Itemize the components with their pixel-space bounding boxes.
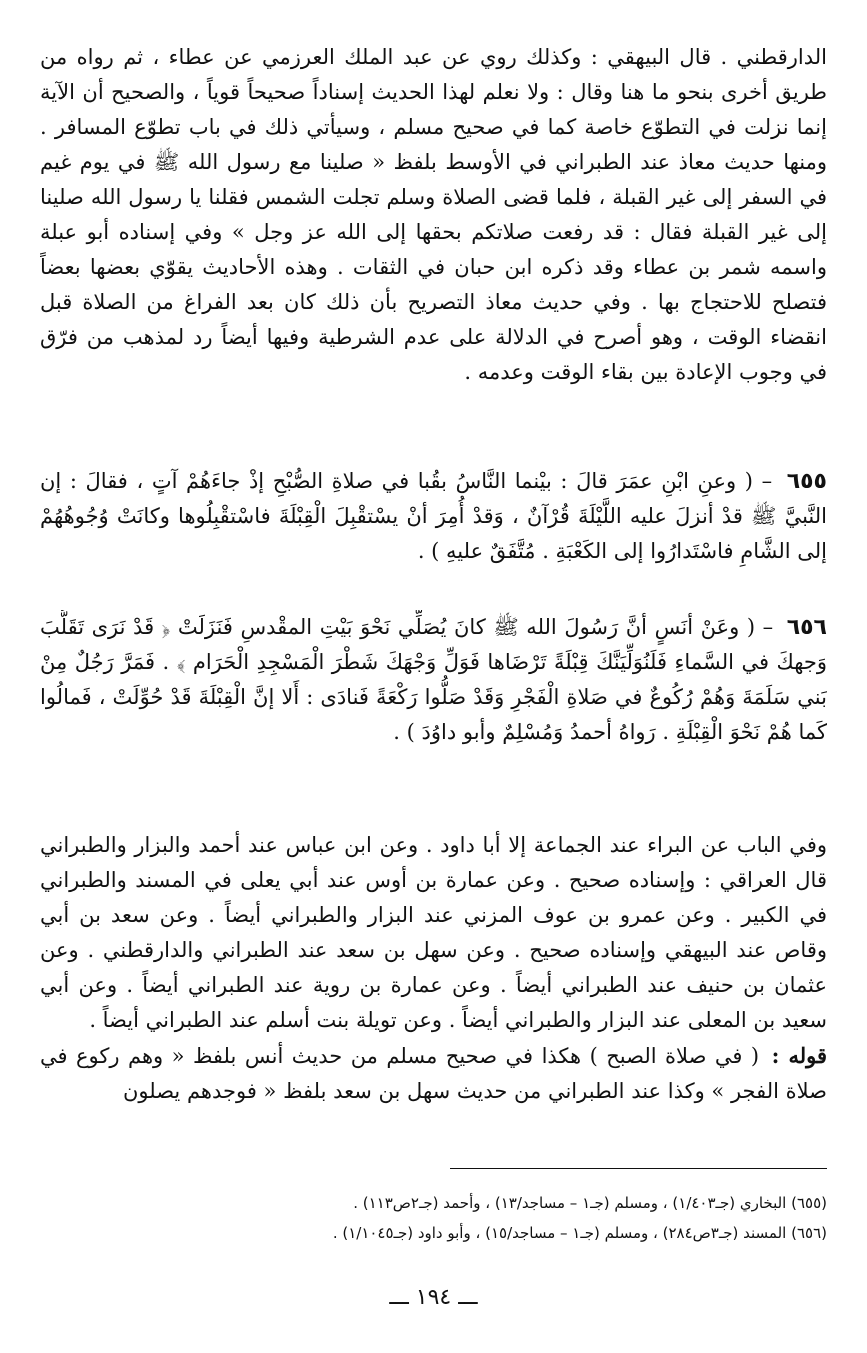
qawluhu-text: ( في صلاة الصبح ) هكذا في صحيح مسلم من حديث أنس بلفظ « وهم ركوع في صلاة الفجر » وكذا عند الطبراني من حديث سهل بن سعد بلفظ « فوجدهم يصلون [40,1044,827,1103]
hadith-text: – ( وعَنْ أنَسٍ أنَّ رَسُولَ الله ﷺ كانَ يُصَلِّي نَحْوَ بَيْتِ المقْدسِ فَنَزَلَتْ ﴿ قَدْ نَرَى تَقَلُّبَ وَجهكَ في السَّماءِ فَلَنُوَلِّيَنَّكَ قِبْلَةً تَرْضَاها فَوَلِّ وَجْهَكَ شَطْرَ الْمَسْجِدِ الْحَرَام ﴾ . فَمَرَّ رَجُلٌ مِنْ بَني سَلَمَةَ وَهُمْ رُكُوعٌ في صَلاةِ الْفَجْرِ وَقَدْ صَلُّوا رَكْعَةً فَنادَى : أَلا إنَّ الْقِبْلَةَ قَدْ حُوِّلَتْ ، فَمالُوا كَما هُمْ نَحْوَ الْقِبْلَةِ . رَواهُ أحمدُ وَمُسْلِمٌ وأبو داوُدَ ) . [40,615,827,744]
hadith-text: – ( وعنِ ابْنِ عمَرَ قالَ : بيْنما النَّاسُ بقُبا في صلاةِ الصُّبْحِ إذْ جاءَهُمْ آتٍ ، فقالَ : إن النَّبيَّ ﷺ قدْ أنزلَ عليه اللَّيْلَةَ قُرْآنٌ ، وَقدْ أُمِرَ أنْ يسْتقْبِلَ الْقِبْلَةَ فاسْتقْبِلُوها وكانَتْ وُجُوهُهُمْ إلى الشَّامِ فاسْتَدارُوا إلى الكَعْبَةِ . مُتَّفَقٌ عليهِ ) . [40,469,827,563]
hadith-number: ٦٥٦ [786,615,827,640]
footnote-655: (٦٥٥) البخاري (جـ١/٤٠٣) ، ومسلم (جـ١ – مساجد/١٣) ، وأحمد (جـ٢ص١١٣) . [353,1194,827,1212]
footnote-divider [450,1168,827,1169]
qawluhu-label: قوله : [771,1043,827,1068]
footnotes [40,1188,827,1248]
commentary-paragraph: وفي الباب عن البراء عند الجماعة إلا أبا داود . وعن ابن عباس عند أحمد والبزار والطبراني قال العراقي : وإسناده صحيح . وعن عمارة بن أوس عند أبي يعلى في المسند والطبراني في الكبير . وعن عمرو بن عوف المزني عند البزار والطبراني أيضاً . وعن سعد بن أبي وقاص عند البيهقي وإسناده صحيح . وعن سهل بن سعد عند الطبراني والدارقطني . وعن عثمان بن حنيف عند الطبراني أيضاً . وعن عمارة بن روية عند الطبراني أيضاً . وعن أبي سعيد بن المعلى عند البزار والطبراني أيضاً . وعن تويلة بنت أسلم عند الطبراني أيضاً . [40,833,827,1032]
book-page [40,40,827,1310]
footnote-656: (٦٥٦) المسند (جـ٣ص٢٨٤) ، ومسلم (جـ١ – مساجد/١٥) ، وأبو داود (جـ١/١٠٤٥) . [332,1224,827,1242]
hadith-656 [40,610,827,810]
page-number: ـــ ١٩٤ ـــ [389,1285,478,1310]
intro-paragraph: الدارقطني . قال البيهقي : وكذلك روي عن عبد الملك العرزمي عن عطاء ، ثم رواه من طريق أخرى بنحو ما هنا وقال : ولا نعلم لهذا الحديث إسناداً صحيحاً قوياً ، والصحيح أن الآية إنما نزلت في التطوّع خاصة كما في صحيح مسلم ، وسيأتي ذلك في باب تطوّع المسافر . ومنها حديث معاذ عند الطبراني في الأوسط بلفظ « صلينا مع رسول الله ﷺ في يوم غيم في السفر إلى غير القبلة ، فلما قضى الصلاة وسلم تجلت الشمس فقلنا يا رسول الله صلينا إلى غير القبلة فقال : قد رفعت صلاتكم بحقها إلى الله عز وجل » وفي إسناده أبو عبلة واسمه شمر بن عطاء وقد ذكره ابن حبان في الثقات . وهذه الأحاديث يقوّي بعضها بعضاً فتصلح للاحتجاج بها . وفي حديث معاذ التصريح بأن ذلك كان بعد الفراغ من الصلاة قبل انقضاء الوقت ، وهو أصرح في الدلالة على عدم الشرطية وفيها أيضاً رد لمذهب من فرّق في وجوب الإعادة بين بقاء الوقت وعدمه . [40,45,827,384]
qawluhu-paragraph [40,1038,827,1109]
hadith-number: ٦٥٥ [786,469,827,494]
hadith-655 [40,464,827,604]
commentary [40,828,827,1158]
